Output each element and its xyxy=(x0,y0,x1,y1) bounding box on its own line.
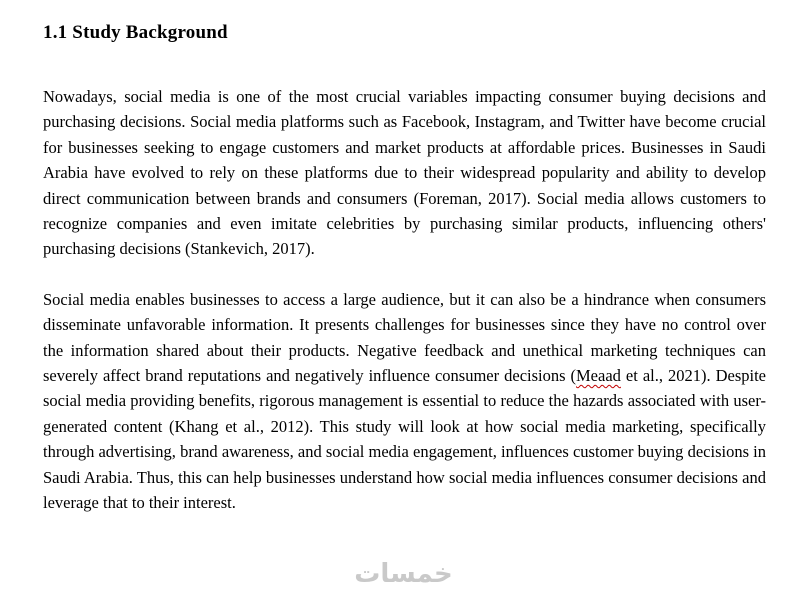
paragraph-study-background-2 xyxy=(43,287,766,516)
paragraph-study-background-1: Nowadays, social media is one of the most crucial variables impacting consumer buying decisions and purchasing decisions. Social media platforms such as Facebook, Instagram, and Twitter have become crucial for businesses seeking to engage customers and market products at affordable prices. Businesses in Saudi Arabia have evolved to rely on these platforms due to their widespread popularity and ability to develop direct communication between brands and consumers (Foreman, 2017). Social media allows customers to recognize companies and even imitate celebrities by purchasing similar products, influencing others' purchasing decisions (Stankevich, 2017). xyxy=(43,87,766,259)
misspelled-word-meaad: Meaad xyxy=(576,366,621,386)
paragraph-2-text-before: Social media enables businesses to access a large audience, but it can also be a hindrance when consumers disseminate unfavorable information. It presents challenges for businesses since they have no control over the information shared about their products. Negative feedback and unethical marketing techniques can severely affect brand reputations and negatively influence consumer decisions ( xyxy=(43,289,766,386)
section-heading: 1.1 Study Background xyxy=(43,22,228,43)
watermark-khamsat: خمسات xyxy=(354,559,453,589)
paragraph-2-text-after: et al., 2021). Despite social media providing benefits, rigorous management is essential to reduce the hazards associated with user-generated content (Khang et al., 2012). This study will look at how social media marketing, specifically through advertising, brand awareness, and social media engagement, influences customer buying decisions in Saudi Arabia. Thus, this can help businesses understand how social media influences consumer decisions and leverage that to their interest. xyxy=(43,366,766,513)
